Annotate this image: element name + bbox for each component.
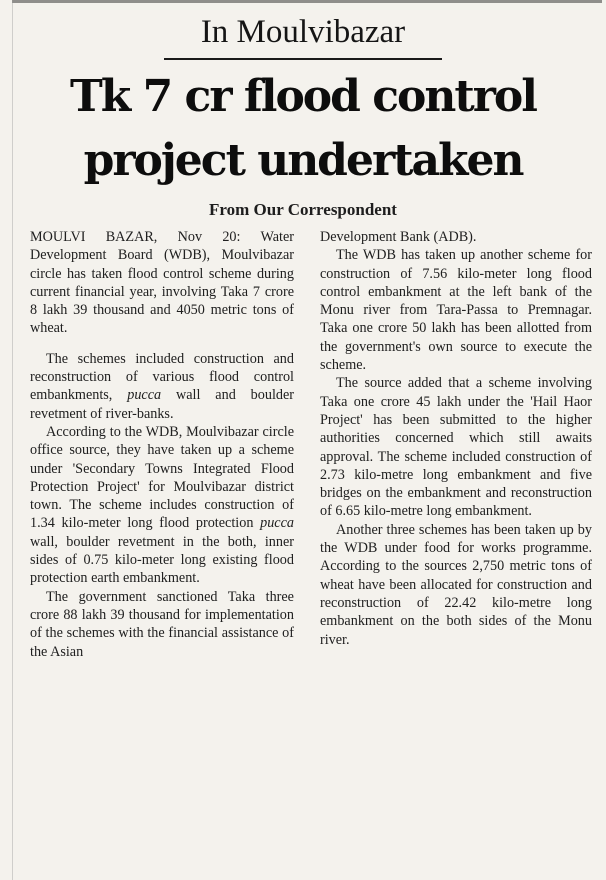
paragraph-continued: Development Bank (ADB). [320, 229, 477, 245]
italic-term: pucca [260, 515, 294, 532]
paragraph-another-scheme: The WDB has taken up another scheme for construction of 7.56 kilo-meter long flood control embankment at the left bank of the Monu river from Tara-Passa to Premnagar. Taka one crore 50 lakh has been allotted from the government's own source to execute the scheme. [320, 247, 592, 374]
paragraph-food-for-works: Another three schemes has been taken up by the WDB under food for works programme. According to the sources 2,750 metric tons of wheat have been allocated for construction and reconstruction of 22.42 kilo-metre long embankment on the both sides of the Monu river. [320, 521, 592, 648]
kicker-underline [164, 58, 442, 60]
paragraph-dateline: MOULVI BAZAR, Nov 20: Water Development Board (WDB), Moulvibazar circle has taken flood control scheme during current financial year, involving Taka 7 crore 8 lakh 39 thousand and 4050 metric tons of wheat. [30, 229, 294, 337]
byline: From Our Correspondent [209, 200, 397, 219]
article-column-left [30, 228, 294, 661]
top-rule [12, 0, 602, 3]
paragraph-hail-haor: The source added that a scheme involving Taka one crore 45 lakh under the 'Hail Haor Project' has been submitted to the higher authorities concerned which still awaits approval. The scheme included construction of 2.73 kilo-metre long embankment and five bridges on the embankment and reconstruction of 6.65 kilo-metre long embankment. [320, 375, 592, 520]
kicker-heading: In Moulvibazar [200, 14, 406, 50]
paragraph-wdb-source: According to the WDB, Moulvibazar circle office source, they have taken up a scheme under 'Secondary Towns Integrated Flood Protection Project' for Moulvibazar district town. The scheme includes construction of 1.34 kilo-meter long flood protection pucca wall, boulder revetment in the both, inner sides of 0.75 kilo-meter long existing flood protection earth embankment. [30, 423, 294, 587]
headline-line-1: Tk 7 cr flood control [70, 71, 536, 122]
article-column-right [320, 228, 592, 649]
paragraph-schemes: The schemes included construction and reconstruction of various flood control embankments, pucca wall and boulder revetment of river-banks. [30, 350, 294, 422]
headline-line-2: project undertaken [83, 135, 523, 186]
italic-term: pucca [127, 387, 162, 404]
paragraph-sanction: The government sanctioned Taka three crore 88 lakh 39 thousand for implementation of the schemes with the financial assistance of the Asian [30, 588, 294, 660]
